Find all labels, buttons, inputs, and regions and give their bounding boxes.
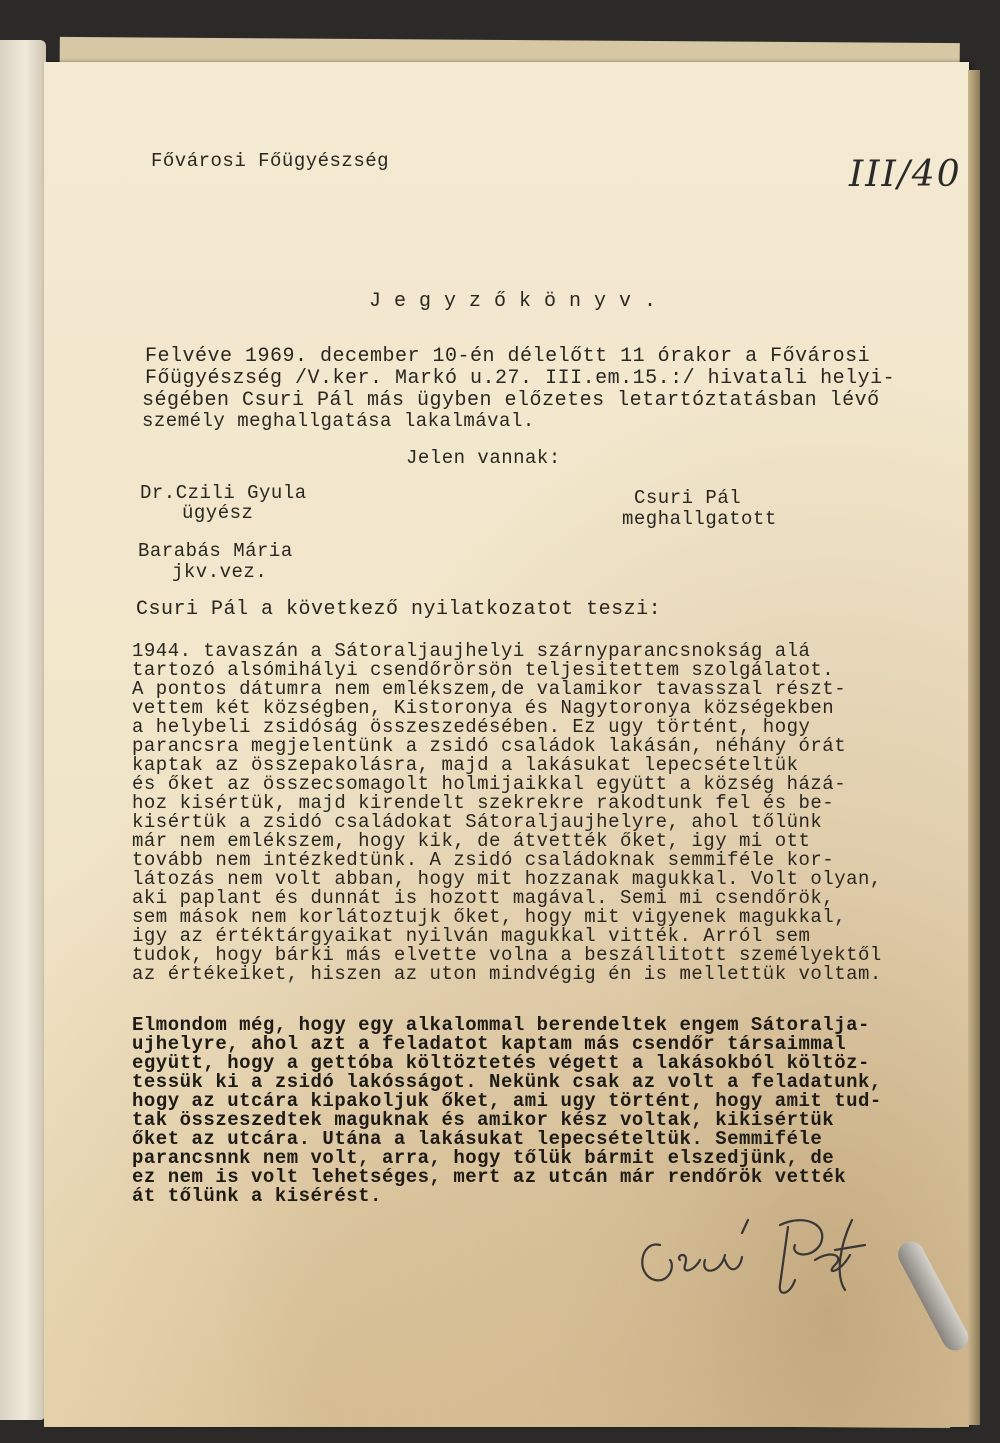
statement-line: aki paplant és dunnát is hozott magával. Semi mi csendőrök, — [132, 887, 835, 909]
statement-line: tovább nem intézkedtünk. A zsidó családoknak semmiféle kor- — [132, 849, 835, 871]
statement-line: vettem két községben, Kistoronya és Nagytoronya községekben — [132, 697, 835, 719]
statement-line: kisértük a zsidó családokat Sátoraljaujhelyre, ahol tőlünk — [132, 811, 823, 833]
statement-line: tudok, hogy bárki más elvette volna a beszállitott személyektől — [132, 944, 882, 966]
statement-line: látozás nem volt abban, hogy mit hozzanak magukkal. Volt olyan, — [132, 868, 882, 890]
witness-name: Csuri Pál — [634, 487, 742, 509]
statement-line: át tőlünk a kisérést. — [132, 1185, 382, 1207]
statement-line: igy az értéktárgyaikat nyilván magukkal vitték. Arról sem — [132, 925, 811, 947]
document-title: J e g y z ő k ö n y v . — [369, 290, 657, 313]
prosecutor-role: ügyész — [182, 502, 254, 524]
statement-line: kaptak az összepakolásra, majd a lakásukat lepecsételtük — [132, 754, 799, 776]
intro-line: Főügyészség /V.ker. Markó u.27. III.em.15.:/ hivatali helyi- — [145, 367, 896, 390]
intro-line: Felvéve 1969. december 10-én délelőtt 11 órakor a Fővárosi — [145, 345, 871, 368]
statement-line: már nem emlékszem, hogy kik, de átvették őket, igy mi ott — [132, 830, 811, 852]
statement-line: parancsnnk nem volt, arra, hogy tőlük bármit elszedjünk, de — [132, 1147, 835, 1169]
facing-page-edge — [0, 40, 46, 1420]
present-heading: Jelen vannak: — [406, 447, 561, 469]
statement-line: parancsra megjelentünk a zsidó családok lakásán, néhány órát — [132, 735, 847, 757]
statement-line: sem mások nem korlátoztujk őket, hogy mit vigyenek magukkal, — [132, 906, 847, 928]
statement-line: és őket az összecsomagolt holmijaikkal együtt a község házá- — [132, 773, 847, 795]
handwritten-signature — [630, 1205, 880, 1305]
binder-edge — [968, 70, 980, 1425]
prosecutor-name: Dr.Czili Gyula — [140, 482, 307, 504]
statement-line: hogy az utcára kipakoljuk őket, ami ugy történt, hogy amit tud- — [132, 1090, 882, 1112]
statement-line: együtt, hogy a gettóba költöztetés végett a lakásokból költöz- — [132, 1052, 870, 1074]
clerk-role: jkv.vez. — [172, 561, 268, 583]
intro-line: ségében Csuri Pál más ügyben előzetes letartóztatásban lévő — [142, 389, 880, 412]
statement-line: őket az utcára. Utána a lakásukat lepecsételtük. Semmiféle — [132, 1128, 823, 1150]
statement-line: az értékeiket, hiszen az uton mindvégig én is mellettük voltam. — [132, 963, 882, 985]
clerk-name: Barabás Mária — [138, 540, 293, 562]
statement-line: tessük ki a zsidó lakósságot. Nekünk csak az volt a feladatunk, — [132, 1071, 882, 1093]
handwritten-annotation: III/40 — [849, 154, 962, 195]
statement-intro: Csuri Pál a következő nyilatkozatot teszi: — [136, 598, 662, 621]
statement-line: hoz kisértük, majd kirendelt szekrekre rakodtunk fel és be- — [132, 792, 835, 814]
witness-role: meghallgatott — [622, 508, 777, 530]
statement-line: tartozó alsómihályi csendőrörsön teljesitettem szolgálatot. — [132, 659, 835, 681]
office-header: Fővárosi Főügyészség — [151, 150, 390, 172]
statement-line: A pontos dátumra nem emlékszem,de valamikor tavasszal részt- — [132, 678, 847, 700]
statement-line: a helybeli zsidóság összeszedésében. Ez ugy történt, hogy — [132, 716, 811, 738]
statement-line: ez nem is volt lehetséges, mert az utcán már rendőrök vették — [132, 1166, 847, 1188]
intro-line: személy meghallgatása lakalmával. — [142, 410, 535, 432]
statement-line: Elmondom még, hogy egy alkalommal berendeltek engem Sátoralja- — [132, 1014, 870, 1036]
statement-line: ujhelyre, ahol azt a feladatot kaptam más csendőr társaimmal — [132, 1033, 847, 1055]
statement-line: 1944. tavaszán a Sátoraljaujhelyi szárnyparancsnokság alá — [132, 640, 811, 662]
statement-line: tak összeszedtek maguknak és amikor kész voltak, kikisértük — [132, 1109, 835, 1131]
